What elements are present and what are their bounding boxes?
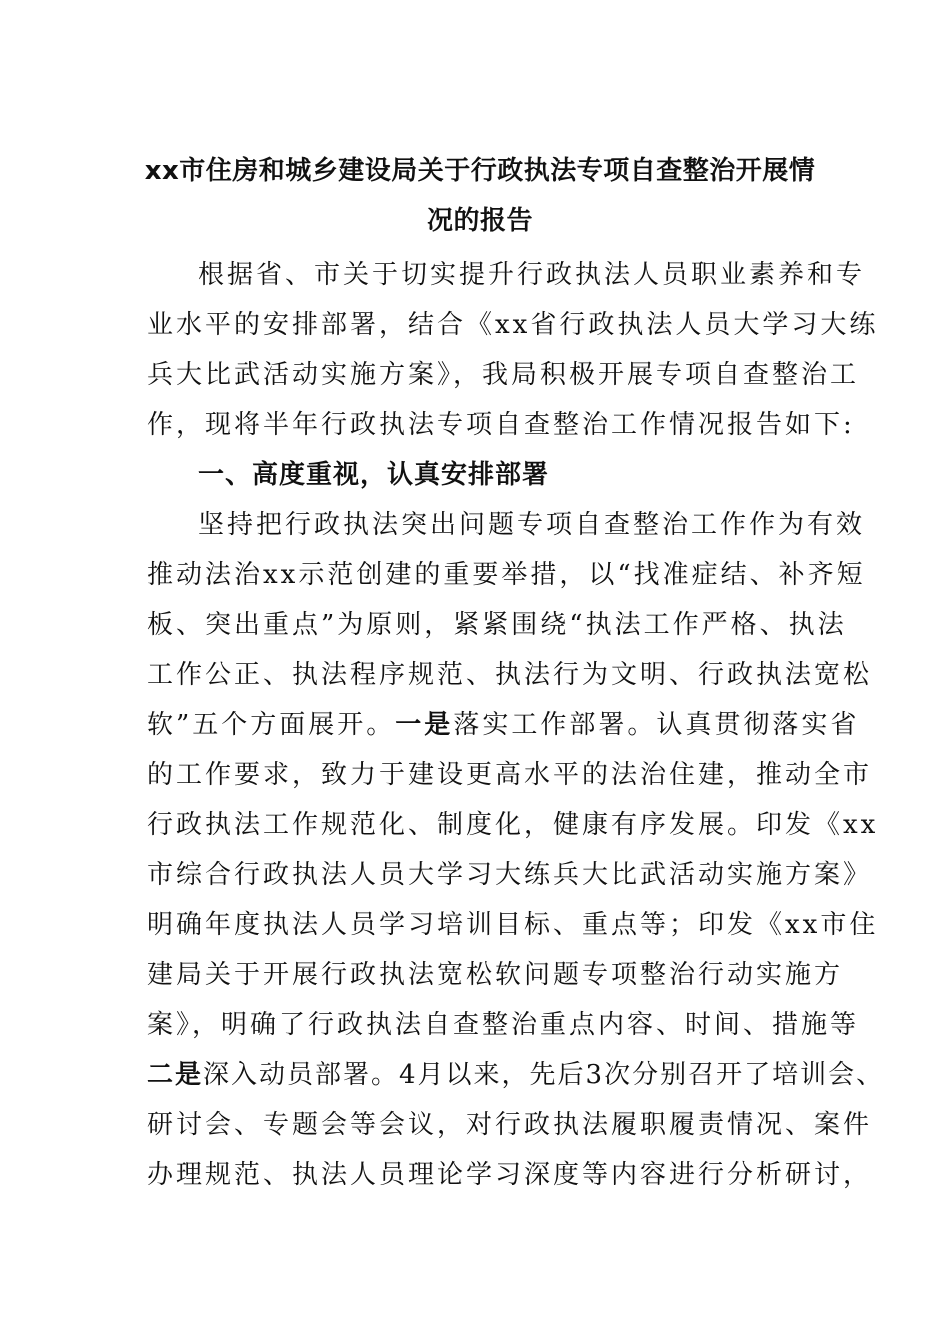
line-text: 落实工作部署。认真贯彻落实省 <box>453 710 860 740</box>
line-text: 深入动员部署。4月以来，先后3次分别召开了培训会、 <box>203 1060 885 1090</box>
section-heading-1: 一、高度重视，认真安排部署 <box>198 460 550 490</box>
paragraph-line: 工作公正、执法程序规范、执法行为文明、行政执法宽松 <box>147 660 873 690</box>
paragraph-line: 市综合行政执法人员大学习大练兵大比武活动实施方案》 <box>147 860 873 890</box>
paragraph-line: 坚持把行政执法突出问题专项自查整治工作作为有效 <box>198 510 866 540</box>
paragraph-line: 建局关于开展行政执法宽松软问题专项整治行动实施方 <box>147 960 844 990</box>
document-title-line-1: xx市住房和城乡建设局关于行政执法专项自查整治开展情 <box>144 156 816 186</box>
paragraph-line: 的工作要求，致力于建设更高水平的法治住建，推动全市 <box>147 760 873 790</box>
line-text: 软”五个方面展开。 <box>147 710 396 740</box>
paragraph-line: 根据省、市关于切实提升行政执法人员职业素养和专 <box>198 260 866 290</box>
paragraph-line: 办理规范、执法人员理论学习深度等内容进行分析研讨， <box>147 1160 873 1190</box>
paragraph-line: 兵大比武活动实施方案》，我局积极开展专项自查整治工 <box>147 360 860 390</box>
paragraph-line: 板、突出重点”为原则，紧紧围绕“执法工作严格、执法 <box>147 610 847 640</box>
emphasis-second: 二是 <box>147 1060 204 1090</box>
paragraph-line: 作，现将半年行政执法专项自查整治工作情况报告如下: <box>147 410 855 440</box>
paragraph-line: 业水平的安排部署，结合《xx省行政执法人员大学习大练 <box>147 310 879 340</box>
document-title-line-2: 况的报告 <box>426 206 533 236</box>
paragraph-line: 明确年度执法人员学习培训目标、重点等；印发《xx市住 <box>147 910 879 940</box>
paragraph-line <box>147 1062 884 1088</box>
paragraph-line: 推动法治xx示范创建的重要举措，以“找准症结、补齐短 <box>147 560 866 590</box>
paragraph-line: 案》，明确了行政执法自查整治重点内容、时间、措施等 <box>147 1010 860 1040</box>
paragraph-line: 行政执法工作规范化、制度化，健康有序发展。印发《xx <box>147 810 879 840</box>
emphasis-first: 一是 <box>395 710 454 740</box>
paragraph-line: 研讨会、专题会等会议，对行政执法履职履责情况、案件 <box>147 1110 873 1140</box>
paragraph-line <box>147 712 859 738</box>
